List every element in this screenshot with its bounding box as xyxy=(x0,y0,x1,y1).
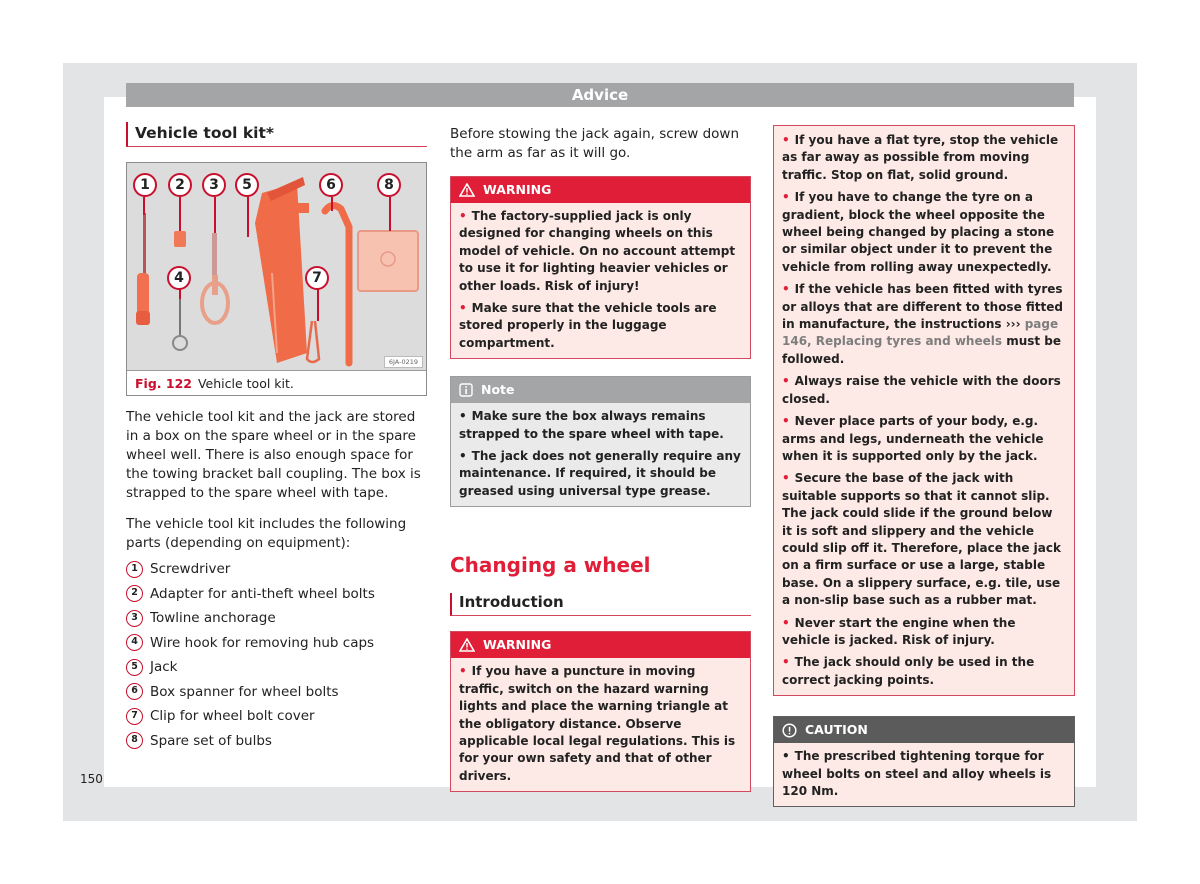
item-label: Spare set of bulbs xyxy=(150,732,272,749)
info-icon xyxy=(459,383,473,397)
bullet-icon: • xyxy=(459,664,467,679)
note-body xyxy=(451,403,750,506)
tool-kit-illustration xyxy=(127,163,426,371)
list-item xyxy=(126,582,427,607)
warning-body xyxy=(451,658,750,791)
bullet-icon: • xyxy=(782,374,790,389)
note-item: • Make sure the box always remains strapped to the spare wheel with tape. xyxy=(459,409,724,441)
item-number-badge: 2 xyxy=(126,585,143,602)
list-item xyxy=(126,631,427,656)
item-label: Adapter for anti-theft wheel bolts xyxy=(150,585,375,602)
bullet-icon: • xyxy=(782,655,790,670)
exclamation-circle-icon xyxy=(782,723,797,738)
warning-item: • Always raise the vehicle with the doors closed. xyxy=(782,374,1061,406)
callout-3: 3 xyxy=(202,173,226,197)
warning-item: • Never start the engine when the vehicle is jacked. Risk of injury. xyxy=(782,615,1016,647)
callout-6: 6 xyxy=(319,173,343,197)
figure-vehicle-tool-kit xyxy=(126,162,427,396)
warning-header xyxy=(451,177,750,203)
warning-title: WARNING xyxy=(483,182,552,197)
list-item xyxy=(126,680,427,705)
tool-kit-parts-list xyxy=(126,557,427,753)
bullet-icon: • xyxy=(782,133,790,147)
warning-triangle-icon xyxy=(459,638,475,652)
callout-4: 4 xyxy=(167,266,191,290)
figure-caption-text: Vehicle tool kit. xyxy=(197,376,294,391)
warning-item: • Make sure that the vehicle tools are stored properly in the luggage compartment. xyxy=(459,301,717,350)
warning-triangle-icon xyxy=(459,183,475,197)
warning-item: • The jack should only be used in the correct jacking points. xyxy=(782,655,1035,687)
warning-box-jack xyxy=(450,176,751,359)
callout-7: 7 xyxy=(305,266,329,290)
section-heading-introduction: Introduction xyxy=(450,593,751,616)
warning-box-continued xyxy=(773,125,1075,696)
item-number-badge: 4 xyxy=(126,634,143,651)
figure-caption xyxy=(127,371,426,395)
warning-item: • The factory-supplied jack is only designed for changing wheels on this model of vehicle. On no account attempt to use it for lighting heavier vehicles or other loads. Risk of injury! xyxy=(459,209,736,293)
warning-body xyxy=(451,203,750,358)
warning-item: • Secure the base of the jack with suitable supports so that it cannot slip. The jack could slide if the ground below it is soft and slippery and the vehicle could slip off it. Therefore, place the jack on a firm surface or use a large, stable base. On a slippery surface, e.g. tile, use a non-slip base such as a rubber mat. xyxy=(782,471,1061,608)
note-header xyxy=(451,377,750,403)
item-label: Box spanner for wheel bolts xyxy=(150,683,339,700)
item-number-badge: 1 xyxy=(126,561,143,578)
caution-header xyxy=(774,717,1074,743)
note-box xyxy=(450,376,751,507)
callout-1: 1 xyxy=(133,173,157,197)
warning-item: • If you have a puncture in moving traffic, switch on the hazard warning lights and place the warning triangle at the obligatory distance. Observe applicable local legal regulations. This is for your own safety and that of other drivers. xyxy=(459,664,736,783)
caution-title: CAUTION xyxy=(805,722,868,738)
item-label: Jack xyxy=(150,659,178,675)
bullet-icon: • xyxy=(782,471,790,486)
page-number: 150 xyxy=(80,772,103,786)
bullet-icon: • xyxy=(459,301,467,316)
list-item xyxy=(126,729,427,754)
left-column xyxy=(126,122,427,753)
callout-8: 8 xyxy=(377,173,401,197)
item-number-badge: 3 xyxy=(126,610,143,627)
caution-item: • The prescribed tightening torque for wheel bolts on steel and alloy wheels is 120 Nm. xyxy=(782,749,1052,798)
warning-item: • If you have a flat tyre, stop the vehicle as far away as possible from moving traffic. Stop on flat, solid ground. xyxy=(782,133,1059,182)
warning-item: • If you have to change the tyre on a gradient, block the wheel opposite the wheel being changed by placing a stone or similar object under it to prevent the vehicle from rolling away unexpectedly. xyxy=(782,190,1055,274)
item-label: Clip for wheel bolt cover xyxy=(150,708,315,724)
note-title: Note xyxy=(481,382,515,398)
item-number-badge: 8 xyxy=(126,732,143,749)
note-item: • The jack does not generally require any maintenance. If required, it should be greased using universal type grease. xyxy=(459,449,741,498)
list-item xyxy=(126,704,427,729)
list-item xyxy=(126,557,427,582)
warning-header xyxy=(451,632,750,658)
cross-reference-arrows: ››› xyxy=(1005,317,1021,332)
caution-body xyxy=(774,743,1074,806)
item-number-badge: 5 xyxy=(126,659,143,676)
section-heading-vehicle-tool-kit: Vehicle tool kit* xyxy=(126,122,427,147)
item-label: Wire hook for removing hub caps xyxy=(150,634,375,651)
section-header: Advice xyxy=(126,83,1074,107)
warning-body xyxy=(774,126,1074,695)
middle-column xyxy=(450,125,751,792)
callout-2: 2 xyxy=(168,173,192,197)
bullet-icon: • xyxy=(782,749,790,764)
figure-label: Fig. 122 xyxy=(135,376,192,391)
item-label: Towline anchorage xyxy=(150,610,276,626)
bullet-icon: • xyxy=(782,615,790,630)
item-label: Screwdriver xyxy=(150,561,231,577)
warning-title: WARNING xyxy=(483,637,552,653)
callout-5: 5 xyxy=(235,173,259,197)
parts-intro-paragraph: The vehicle tool kit includes the following parts (depending on equipment): xyxy=(126,516,407,551)
warning-item: • Never place parts of your body, e.g. arms and legs, underneath the vehicle when it is supported only by the jack. xyxy=(782,414,1044,463)
page-reference-link[interactable]: page 146, Replacing tyres and wheels xyxy=(782,317,1059,349)
warning-item: • If the vehicle has been fitted with tyres or alloys that are different to those fitted in manufacture, the instructions ››› page 146, Replacing tyres and wheels must be followed. xyxy=(782,282,1063,366)
list-item xyxy=(126,606,427,631)
list-item xyxy=(126,655,427,680)
bullet-icon: • xyxy=(459,409,467,424)
bullet-icon: • xyxy=(459,209,467,223)
figure-reference-code: 6JA-0219 xyxy=(384,356,423,368)
bullet-icon: • xyxy=(782,282,790,297)
bullet-icon: • xyxy=(459,449,467,464)
bullet-icon: • xyxy=(782,190,790,205)
warning-box-puncture xyxy=(450,631,751,792)
right-column xyxy=(773,125,1075,807)
bullet-icon: • xyxy=(782,414,790,429)
storage-paragraph: The vehicle tool kit and the jack are stored in a box on the spare wheel or in the spare wheel well. There is also enough space for the towing bracket ball coupling. The box is strapped to the spare wheel with tape. xyxy=(126,409,421,501)
caution-box xyxy=(773,716,1075,807)
item-number-badge: 6 xyxy=(126,683,143,700)
chapter-title: Changing a wheel xyxy=(450,553,651,578)
item-number-badge: 7 xyxy=(126,708,143,725)
stow-jack-paragraph: Before stowing the jack again, screw down the arm as far as it will go. xyxy=(450,126,740,161)
